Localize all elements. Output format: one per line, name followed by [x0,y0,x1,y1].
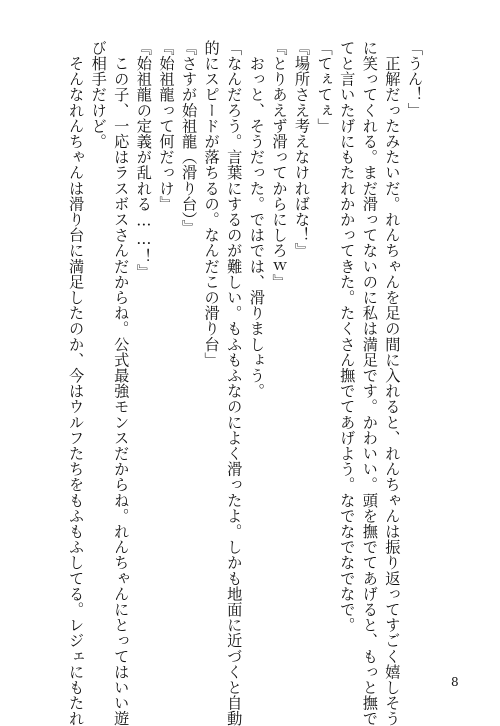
text-line: 『場所さえ考えなければな！』 [293,40,312,259]
text-line: 『とりあえず滑ってからにしろｗ』 [270,40,289,290]
text-line: 『さすが始祖龍（滑り台）』 [180,40,199,236]
body-text [46,40,426,726]
text-line: 『始祖龍の定義が乱れる……！』 [134,40,153,280]
text-line: 的にスピードが落ちるの。なんだこの滑り台」 [202,40,221,368]
text-line: そんなれんちゃんは滑り台に満足したのか、今はウルフたちをもふもふしてる。レジェにもたれ [67,40,86,726]
text-line: 正解だったみたいだ。れんちゃんを足の間に入れると、れんちゃんは振り返ってすごく嬉しそう [383,40,402,726]
text-line: び相手だけど。 [89,40,108,150]
text-line: 『始祖龍って何だっけ』 [157,40,176,212]
page-number: 8 [451,675,459,689]
text-line: に笑ってくれる。まだ滑ってないのに私は満足です。かわいい。頭を撫でてあげると、もっと撫で [360,40,379,726]
text-line: この子、一応はラスボスさんだからね。公式最強モンスだからね。れんちゃんにとってはいい遊 [112,40,131,726]
text-line: てと言いたげにもたれかかってきた。たくさん撫でてあげよう。なでなでなでなで。 [338,40,357,633]
text-line: 「うん！」 [406,40,424,118]
text-line: 「てぇてぇ」 [315,40,334,134]
text-line: おっと、そうだった。ではでは、滑りましょう。 [247,40,266,399]
text-line: 「なんだろう。言葉にするのが難しい。もふもふなのによく滑ったよ。しかも地面に近づくと自動 [225,40,244,726]
